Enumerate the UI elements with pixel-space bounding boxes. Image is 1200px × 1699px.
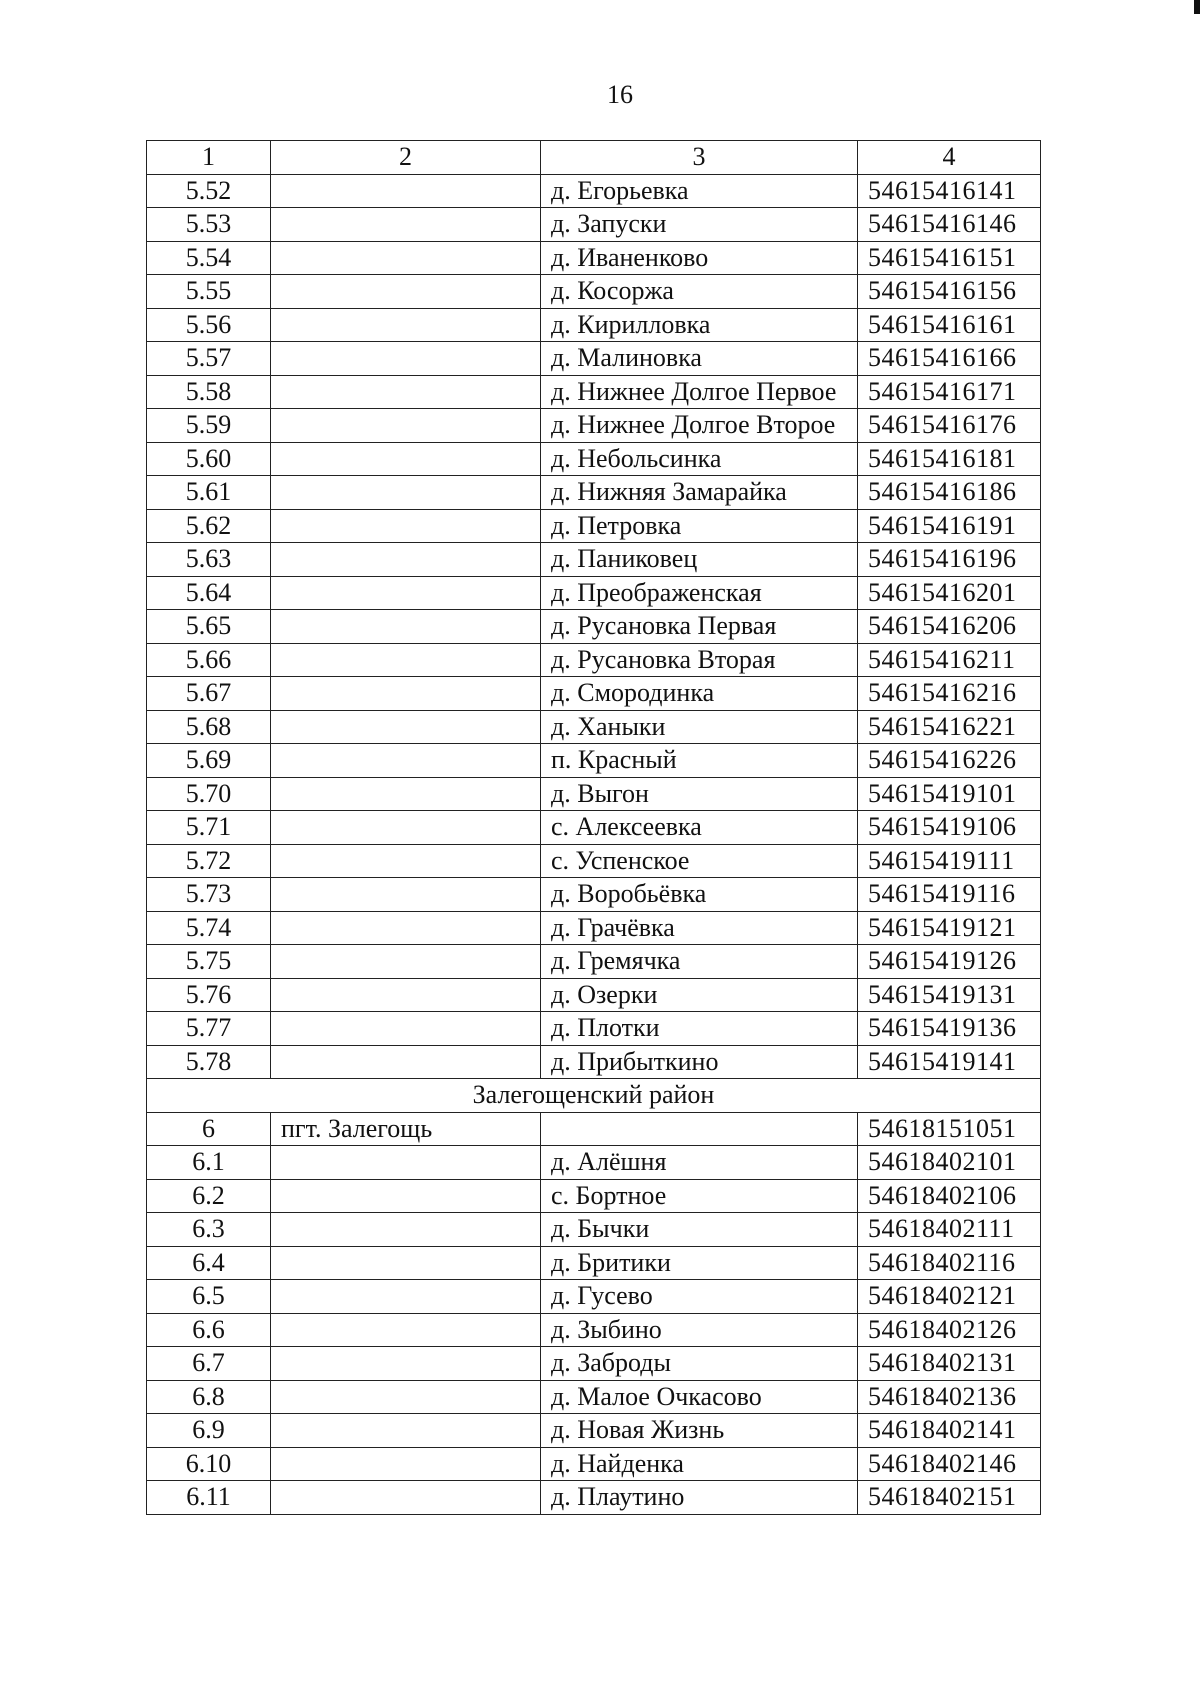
row-number-cell: 5.61	[147, 476, 271, 510]
settlement-name-cell	[271, 208, 541, 242]
page-number: 16	[607, 80, 633, 109]
settlement-name-cell	[271, 1380, 541, 1414]
row-number-cell: 5.53	[147, 208, 271, 242]
locality-name-cell: д. Заброды	[541, 1347, 858, 1381]
table-row	[147, 1347, 1041, 1381]
locality-name-cell: д. Небольсинка	[541, 442, 858, 476]
table-row	[147, 208, 1041, 242]
row-number-cell: 5.54	[147, 241, 271, 275]
locality-name-cell: д. Косоржа	[541, 275, 858, 309]
row-number-cell: 5.77	[147, 1012, 271, 1046]
table-row	[147, 1481, 1041, 1515]
oktmo-code-cell: 54618402121	[858, 1280, 1041, 1314]
table-row	[147, 1112, 1041, 1146]
oktmo-code-cell: 54615416156	[858, 275, 1041, 309]
table-row	[147, 576, 1041, 610]
oktmo-code-cell: 54615419136	[858, 1012, 1041, 1046]
locality-name-cell: д. Малиновка	[541, 342, 858, 376]
oktmo-code-cell: 54615416216	[858, 677, 1041, 711]
oktmo-code-cell: 54615416186	[858, 476, 1041, 510]
settlement-name-cell	[271, 610, 541, 644]
oktmo-code-cell: 54618402141	[858, 1414, 1041, 1448]
locality-name-cell: д. Русановка Вторая	[541, 643, 858, 677]
locality-name-cell: д. Преображенская	[541, 576, 858, 610]
table-row	[147, 677, 1041, 711]
row-number-cell: 5.66	[147, 643, 271, 677]
settlement-name-cell	[271, 409, 541, 443]
oktmo-code-cell: 54615419111	[858, 844, 1041, 878]
table-row	[147, 1213, 1041, 1247]
table-row	[147, 777, 1041, 811]
oktmo-code-cell: 54618402131	[858, 1347, 1041, 1381]
locality-name-cell: с. Успенское	[541, 844, 858, 878]
settlement-name-cell	[271, 1414, 541, 1448]
locality-name-cell: д. Бритики	[541, 1246, 858, 1280]
section-row	[147, 1079, 1041, 1113]
oktmo-code-cell: 54615416146	[858, 208, 1041, 242]
table-row	[147, 744, 1041, 778]
row-number-cell: 5.64	[147, 576, 271, 610]
locality-name-cell: д. Паниковец	[541, 543, 858, 577]
table-row	[147, 543, 1041, 577]
settlement-name-cell	[271, 241, 541, 275]
locality-name-cell: д. Смородинка	[541, 677, 858, 711]
settlement-name-cell	[271, 1313, 541, 1347]
table-row	[147, 275, 1041, 309]
row-number-cell: 6.7	[147, 1347, 271, 1381]
locality-name-cell: д. Егорьевка	[541, 174, 858, 208]
settlement-name-cell	[271, 710, 541, 744]
locality-name-cell: п. Красный	[541, 744, 858, 778]
scan-edge-mark	[1194, 0, 1200, 14]
oktmo-code-cell: 54615416221	[858, 710, 1041, 744]
row-number-cell: 5.69	[147, 744, 271, 778]
oktmo-code-cell: 54615416161	[858, 308, 1041, 342]
settlement-name-cell	[271, 342, 541, 376]
row-number-cell: 5.65	[147, 610, 271, 644]
row-number-cell: 6.10	[147, 1447, 271, 1481]
oktmo-code-cell: 54618402116	[858, 1246, 1041, 1280]
settlement-name-cell	[271, 643, 541, 677]
locality-name-cell: д. Бычки	[541, 1213, 858, 1247]
settlement-name-cell	[271, 777, 541, 811]
row-number-cell: 5.67	[147, 677, 271, 711]
settlement-name-cell	[271, 878, 541, 912]
locality-name-cell: д. Озерки	[541, 978, 858, 1012]
row-number-cell: 5.76	[147, 978, 271, 1012]
oktmo-code-cell: 54615419121	[858, 911, 1041, 945]
row-number-cell: 6.3	[147, 1213, 271, 1247]
locality-name-cell: д. Нижняя Замарайка	[541, 476, 858, 510]
settlement-name-cell	[271, 1481, 541, 1515]
locality-name-cell: д. Русановка Первая	[541, 610, 858, 644]
row-number-cell: 5.55	[147, 275, 271, 309]
row-number-cell: 6.1	[147, 1146, 271, 1180]
locality-name-cell: д. Нижнее Долгое Второе	[541, 409, 858, 443]
locality-name-cell: д. Зыбино	[541, 1313, 858, 1347]
row-number-cell: 5.70	[147, 777, 271, 811]
settlement-name-cell	[271, 174, 541, 208]
locality-name-cell: д. Ханыки	[541, 710, 858, 744]
settlement-name-cell	[271, 275, 541, 309]
row-number-cell: 6	[147, 1112, 271, 1146]
row-number-cell: 6.2	[147, 1179, 271, 1213]
oktmo-code-cell: 54618402101	[858, 1146, 1041, 1180]
table-row	[147, 241, 1041, 275]
row-number-cell: 6.6	[147, 1313, 271, 1347]
locality-name-cell: д. Плаутино	[541, 1481, 858, 1515]
row-number-cell: 5.71	[147, 811, 271, 845]
column-header: 1	[147, 141, 271, 175]
section-row-group	[147, 1079, 1041, 1113]
settlement-name-cell	[271, 1146, 541, 1180]
table-row	[147, 643, 1041, 677]
column-header: 4	[858, 141, 1041, 175]
locality-name-cell: д. Грачёвка	[541, 911, 858, 945]
oktmo-code-cell: 54615419126	[858, 945, 1041, 979]
settlement-name-cell: пгт. Залегощь	[271, 1112, 541, 1146]
settlement-name-cell	[271, 509, 541, 543]
oktmo-code-cell: 54615416196	[858, 543, 1041, 577]
table-row	[147, 1146, 1041, 1180]
settlement-name-cell	[271, 677, 541, 711]
locality-name-cell: с. Бортное	[541, 1179, 858, 1213]
table-row	[147, 1179, 1041, 1213]
table-row	[147, 1045, 1041, 1079]
locality-name-cell: с. Алексеевка	[541, 811, 858, 845]
row-number-cell: 5.56	[147, 308, 271, 342]
settlement-name-cell	[271, 1447, 541, 1481]
row-number-cell: 5.63	[147, 543, 271, 577]
table-row	[147, 1447, 1041, 1481]
settlement-name-cell	[271, 911, 541, 945]
oktmo-code-cell: 54615416171	[858, 375, 1041, 409]
table-row	[147, 978, 1041, 1012]
oktmo-code-cell: 54615416211	[858, 643, 1041, 677]
table-row	[147, 174, 1041, 208]
table-row	[147, 811, 1041, 845]
settlement-name-cell	[271, 1045, 541, 1079]
oktmo-code-cell: 54615419101	[858, 777, 1041, 811]
table-row	[147, 911, 1041, 945]
table-row	[147, 476, 1041, 510]
settlement-name-cell	[271, 978, 541, 1012]
table-row	[147, 1012, 1041, 1046]
oktmo-code-cell: 54615419141	[858, 1045, 1041, 1079]
oktmo-code-cell: 54615419131	[858, 978, 1041, 1012]
locality-name-cell: д. Малое Очкасово	[541, 1380, 858, 1414]
row-number-cell: 5.73	[147, 878, 271, 912]
settlement-name-cell	[271, 442, 541, 476]
locality-name-cell: д. Запуски	[541, 208, 858, 242]
table-row	[147, 342, 1041, 376]
row-number-cell: 5.57	[147, 342, 271, 376]
settlement-name-cell	[271, 1347, 541, 1381]
table-row	[147, 878, 1041, 912]
settlement-name-cell	[271, 476, 541, 510]
table-row	[147, 610, 1041, 644]
locality-name-cell: д. Петровка	[541, 509, 858, 543]
row-number-cell: 5.72	[147, 844, 271, 878]
table-row	[147, 509, 1041, 543]
row-number-cell: 5.74	[147, 911, 271, 945]
locality-name-cell: д. Плотки	[541, 1012, 858, 1046]
oktmo-code-cell: 54615416206	[858, 610, 1041, 644]
locality-name-cell: д. Найденка	[541, 1447, 858, 1481]
oktmo-code-cell: 54615416166	[858, 342, 1041, 376]
row-number-cell: 6.9	[147, 1414, 271, 1448]
table-body-part2	[147, 1112, 1041, 1514]
oktmo-code-cell: 54618402111	[858, 1213, 1041, 1247]
oktmo-code-cell: 54618402106	[858, 1179, 1041, 1213]
table-row	[147, 1246, 1041, 1280]
table-row	[147, 308, 1041, 342]
oktmo-code-cell: 54615416226	[858, 744, 1041, 778]
oktmo-code-cell: 54618402126	[858, 1313, 1041, 1347]
locality-name-cell	[541, 1112, 858, 1146]
settlement-name-cell	[271, 543, 541, 577]
settlement-name-cell	[271, 308, 541, 342]
oktmo-code-cell: 54615416191	[858, 509, 1041, 543]
table-row	[147, 1414, 1041, 1448]
oktmo-code-cell: 54618402146	[858, 1447, 1041, 1481]
table-row	[147, 1280, 1041, 1314]
settlement-name-cell	[271, 945, 541, 979]
table-row	[147, 409, 1041, 443]
oktmo-code-cell: 54618151051	[858, 1112, 1041, 1146]
row-number-cell: 5.62	[147, 509, 271, 543]
oktmo-code-cell: 54615416181	[858, 442, 1041, 476]
row-number-cell: 6.11	[147, 1481, 271, 1515]
table-row	[147, 1380, 1041, 1414]
table-header-row	[147, 141, 1041, 175]
table-row	[147, 375, 1041, 409]
column-header: 2	[271, 141, 541, 175]
oktmo-code-cell: 54615416151	[858, 241, 1041, 275]
locality-name-cell: д. Прибыткино	[541, 1045, 858, 1079]
row-number-cell: 5.52	[147, 174, 271, 208]
column-header: 3	[541, 141, 858, 175]
locality-name-cell: д. Воробьёвка	[541, 878, 858, 912]
oktmo-code-cell: 54618402151	[858, 1481, 1041, 1515]
settlement-name-cell	[271, 844, 541, 878]
row-number-cell: 6.4	[147, 1246, 271, 1280]
settlement-name-cell	[271, 744, 541, 778]
row-number-cell: 6.8	[147, 1380, 271, 1414]
table-row	[147, 442, 1041, 476]
oktmo-code-cell: 54615416201	[858, 576, 1041, 610]
oktmo-code-cell: 54615419106	[858, 811, 1041, 845]
oktmo-code-cell: 54615416176	[858, 409, 1041, 443]
locality-name-cell: д. Гусево	[541, 1280, 858, 1314]
settlement-name-cell	[271, 576, 541, 610]
row-number-cell: 5.75	[147, 945, 271, 979]
settlement-name-cell	[271, 1246, 541, 1280]
locality-name-cell: д. Кирилловка	[541, 308, 858, 342]
locality-name-cell: д. Гремячка	[541, 945, 858, 979]
locality-name-cell: д. Иваненково	[541, 241, 858, 275]
table-row	[147, 844, 1041, 878]
table-row	[147, 945, 1041, 979]
row-number-cell: 5.78	[147, 1045, 271, 1079]
oktmo-code-cell: 54618402136	[858, 1380, 1041, 1414]
locality-name-cell: д. Алёшня	[541, 1146, 858, 1180]
settlement-name-cell	[271, 1280, 541, 1314]
oktmo-code-cell: 54615419116	[858, 878, 1041, 912]
row-number-cell: 6.5	[147, 1280, 271, 1314]
settlement-name-cell	[271, 375, 541, 409]
locality-name-cell: д. Нижнее Долгое Первое	[541, 375, 858, 409]
settlement-name-cell	[271, 1179, 541, 1213]
table-row	[147, 1313, 1041, 1347]
row-number-cell: 5.58	[147, 375, 271, 409]
settlement-name-cell	[271, 1213, 541, 1247]
settlement-name-cell	[271, 811, 541, 845]
table-row	[147, 710, 1041, 744]
row-number-cell: 5.60	[147, 442, 271, 476]
row-number-cell: 5.59	[147, 409, 271, 443]
locality-name-cell: д. Новая Жизнь	[541, 1414, 858, 1448]
row-number-cell: 5.68	[147, 710, 271, 744]
section-title: Залегощенский район	[147, 1079, 1041, 1113]
table-body-part1	[147, 174, 1041, 1079]
oktmo-code-cell: 54615416141	[858, 174, 1041, 208]
locality-name-cell: д. Выгон	[541, 777, 858, 811]
settlement-name-cell	[271, 1012, 541, 1046]
locality-table	[146, 140, 1041, 1515]
